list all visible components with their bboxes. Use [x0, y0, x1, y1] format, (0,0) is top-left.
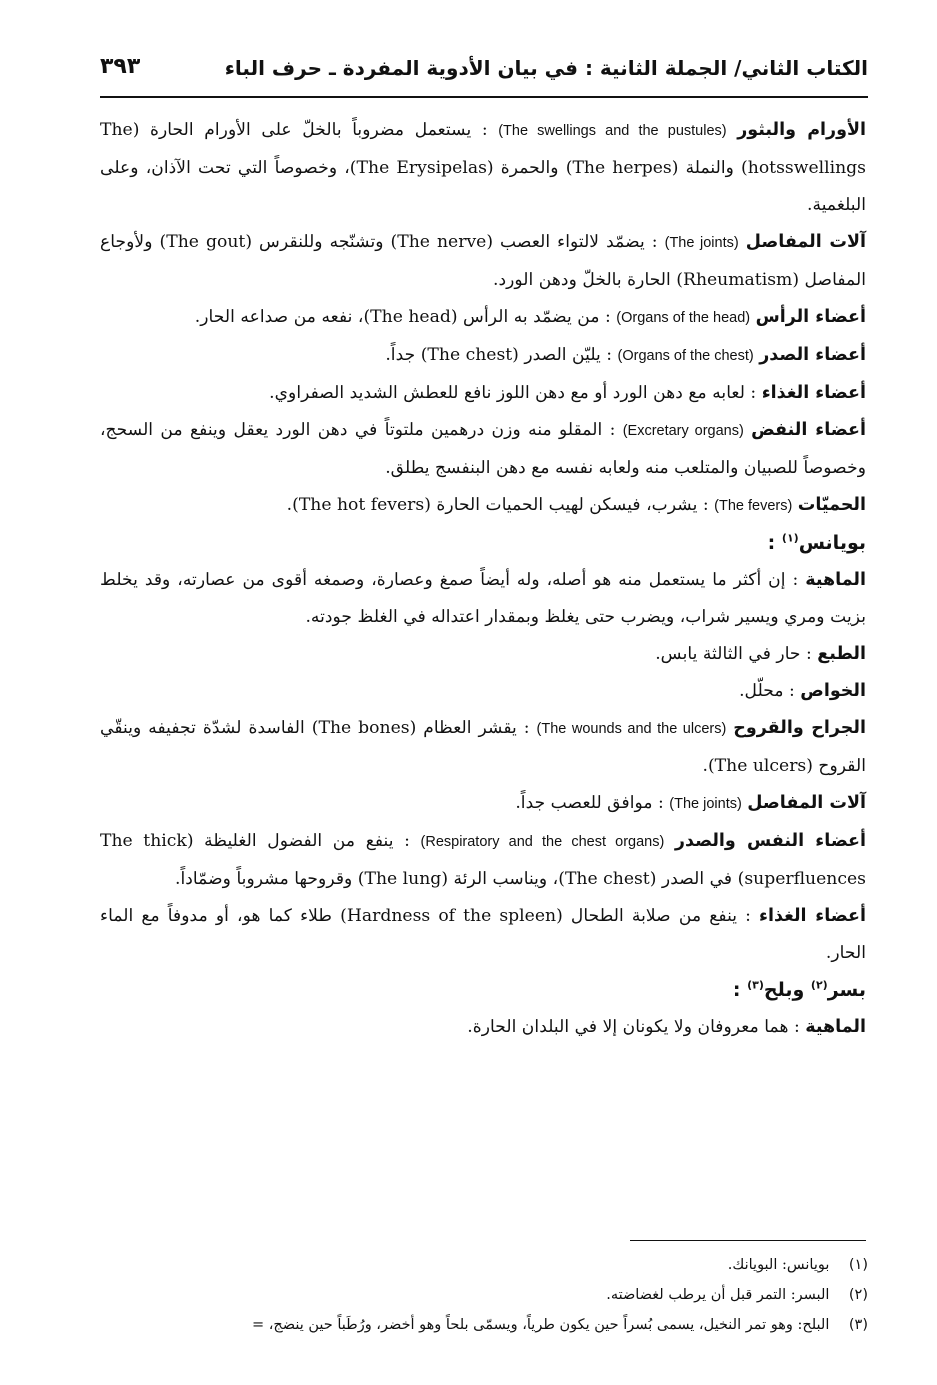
header-rule — [100, 96, 868, 98]
entry-text: : حار في الثالثة يابس. — [655, 644, 812, 664]
entry-term: أعضاء الرأس — [755, 307, 866, 327]
entry-term: أعضاء النفس والصدر — [674, 831, 867, 851]
entry-text: : محلّل. — [739, 681, 795, 701]
entry-term: الحميّات — [797, 495, 866, 515]
entry-english: (The joints) — [664, 235, 739, 251]
entry-text: : يضمّد لالتواء العصب (The nerve) وتشنّجه وللنقرس (The gout) ولأوجاع المفاصل (Rheumatism) الحارة بالخلّ ودهن الورد. — [100, 232, 866, 290]
footnote-3 — [100, 1310, 868, 1340]
footnote-2 — [100, 1280, 868, 1310]
drug-name: وبلح — [763, 979, 811, 1001]
entry-fevers — [100, 487, 866, 525]
entry-english: (Organs of the head) — [616, 310, 751, 326]
entry-wounds — [100, 710, 866, 785]
entry-nutrition-organs-2 — [100, 898, 866, 972]
entry-joints-2 — [100, 785, 866, 823]
entry-term: الماهية — [805, 1017, 866, 1037]
drug-heading-busr-balah — [100, 972, 866, 1009]
entry-english: (Excretary organs) — [622, 423, 744, 439]
entry-text: : ينفع من الفضول الغليظة (The thick superfluences) في الصدر (The chest)، ويناسب الرئة (The lung) وقروحها مشروباً وضمّاداً. — [100, 831, 866, 889]
entry-english: (The fevers) — [714, 498, 793, 514]
entry-term: الأورام والبثور — [737, 120, 866, 140]
footnotes — [100, 1250, 868, 1340]
entry-chest-organs — [100, 337, 866, 375]
entry-term: أعضاء الغذاء — [761, 383, 866, 403]
page-number: ٣٩٣ — [100, 54, 141, 79]
entry-term: الجراح والقروح — [733, 718, 866, 738]
entry-text: : ينفع من صلابة الطحال (Hardness of the spleen) طلاء كما هو، أو مدوفاً مع الماء الحار. — [100, 906, 866, 963]
entry-term: أعضاء الغذاء — [759, 906, 866, 926]
entry-english: (The wounds and the ulcers) — [536, 721, 727, 737]
drug-colon: : — [732, 979, 741, 1001]
entry-text: : يستعمل مضروباً بالخلّ على الأورام الحارة (The hotsswellings) والنملة (The herpes) والحمرة (The Erysipelas)، وخصوصاً التي تحت الآذان، وعلى البلغمية. — [100, 120, 866, 215]
entry-english: (The swellings and the pustules) — [498, 123, 727, 139]
entry-swellings — [100, 112, 866, 224]
entry-term: الماهية — [805, 570, 866, 590]
page-body — [100, 112, 866, 1046]
entry-term: أعضاء الصدر — [759, 345, 866, 365]
entry-quiddity — [100, 562, 866, 636]
entry-text: : يشرب، فيسكن لهيب الحميات الحارة (The hot fevers). — [286, 495, 709, 515]
entry-excretory-organs — [100, 412, 866, 487]
footnote-text: البسر: التمر قبل أن يرطب لغضاضته. — [606, 1287, 830, 1303]
entry-text: : موافق للعصب جداً. — [515, 793, 664, 813]
entry-nutrition-organs — [100, 375, 866, 412]
drug-heading-buyanis — [100, 525, 866, 562]
entry-term: الطبع — [817, 644, 866, 664]
footnote-number: (٢) — [848, 1287, 868, 1303]
entry-text: : يقشر العظام (The bones) الفاسدة لشدّة تجفيفه وينقّي القروح (The ulcers). — [100, 718, 866, 776]
drug-name: بسر — [827, 979, 866, 1001]
footnote-number: (٣) — [848, 1317, 868, 1333]
entry-text: : إن أكثر ما يستعمل منه هو أصله، وله أيضاً صمغ وعصارة، وصمغه أقوى من عصارته، وقد يخلط بزيت ومري ويسير شراب، ويضرب حتى يغلظ وبمقدار اعتداله في الغلظ جودته. — [100, 570, 866, 627]
footnote-marker: (٣) — [747, 978, 764, 992]
entry-text: : لعابه مع دهن الورد أو مع دهن اللوز نافع للعطش الشديد الصفراوي. — [269, 383, 757, 403]
drug-colon: : — [767, 532, 776, 554]
entry-text: : من يضمّد به الرأس (The head)، نفعه من صداعه الحار. — [194, 307, 611, 327]
entry-head-organs — [100, 299, 866, 337]
entry-temperament — [100, 636, 866, 673]
footnote-1 — [100, 1250, 868, 1280]
header-title: الكتاب الثاني/ الجملة الثانية : في بيان الأدوية المفردة ـ حرف الباء — [224, 56, 868, 80]
drug-name: بويانس — [798, 532, 866, 554]
entry-text: : يليّن الصدر (The chest) جداً. — [385, 345, 613, 365]
entry-term: الخواص — [800, 681, 866, 701]
running-header — [100, 52, 868, 92]
footnote-marker: (٢) — [810, 978, 828, 992]
entry-term: أعضاء النفض — [751, 420, 866, 440]
entry-english: (Respiratory and the chest organs) — [420, 834, 665, 850]
entry-properties — [100, 673, 866, 710]
entry-english: (Organs of the chest) — [617, 348, 754, 364]
entry-quiddity-2 — [100, 1009, 866, 1046]
footnote-text: البلح: وهو تمر النخيل، يسمى بُسراً حين يكون طرياً، ويسمّى بلحاً وهو أخضر، ورُطَباً حين ينضج، = — [251, 1317, 830, 1333]
entry-text: : المقلو منه وزن درهمين ملتوتاً في دهن الورد يعقل وينفع من السحج، وخصوصاً للصبيان والمتلعب منه ولعابه نفسه مع دهن البنفسج يطلق. — [100, 420, 866, 478]
entry-joints — [100, 224, 866, 299]
footnote-text: بويانس: البويانك. — [727, 1257, 830, 1273]
entry-text: : هما معروفان ولا يكونان إلا في البلدان الحارة. — [467, 1017, 800, 1037]
footnote-marker: (١) — [781, 531, 799, 545]
footnote-rule — [630, 1240, 866, 1241]
entry-term: آلات المفاصل — [745, 232, 866, 252]
entry-respiratory-organs — [100, 823, 866, 898]
entry-term: آلات المفاصل — [747, 793, 866, 813]
entry-english: (The joints) — [669, 796, 742, 812]
footnote-number: (١) — [848, 1257, 868, 1273]
